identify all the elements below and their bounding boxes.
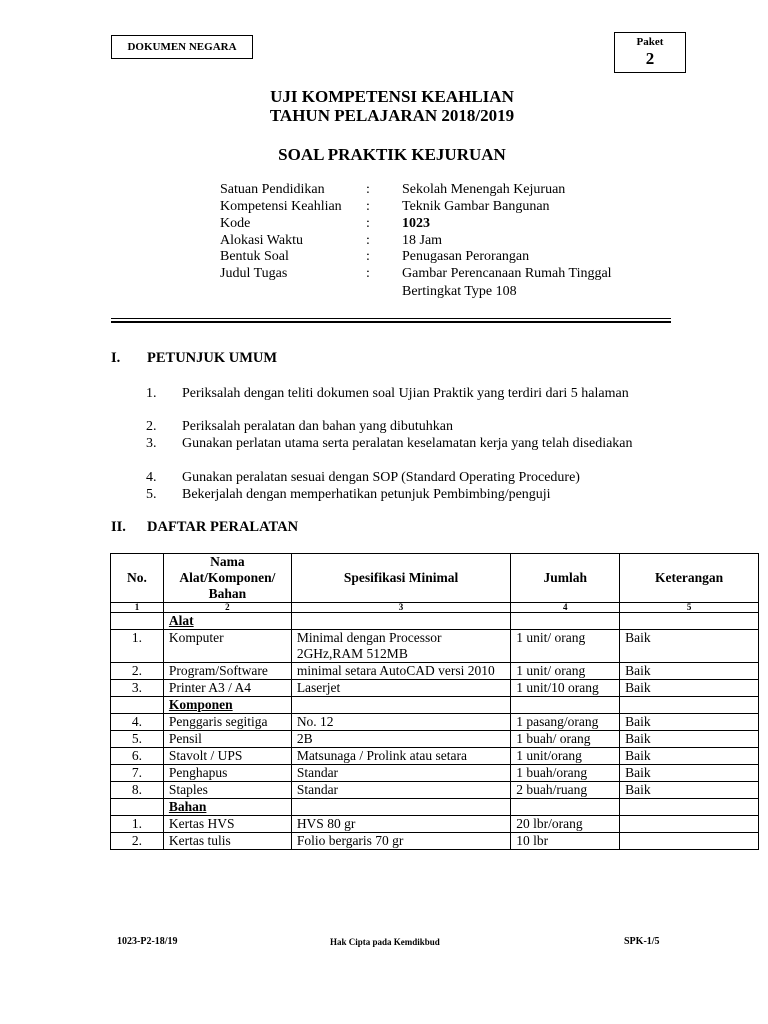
- table-header-row: [111, 554, 759, 603]
- cell-spec: Laserjet: [291, 680, 510, 697]
- section-1-number: I.: [111, 350, 121, 366]
- paket-box: [614, 32, 686, 73]
- column-index-row: [111, 603, 759, 613]
- column-index: 3: [291, 603, 510, 613]
- group-row-komponen: [111, 697, 759, 714]
- instruction-number: 2.: [146, 419, 157, 434]
- table-row: [111, 731, 759, 748]
- table-row: [111, 833, 759, 850]
- cell-name: Pensil: [163, 731, 291, 748]
- meta-value: Teknik Gambar Bangunan: [402, 199, 550, 214]
- equipment-table: [110, 553, 759, 850]
- group-row-alat: [111, 613, 759, 630]
- instruction-text: Gunakan peralatan sesuai dengan SOP (Standard Operating Procedure): [182, 470, 580, 485]
- table-cell: [511, 697, 620, 714]
- cell-name: Program/Software: [163, 663, 291, 680]
- title-line-2: TAHUN PELAJARAN 2018/2019: [269, 106, 515, 125]
- cell-spec: HVS 80 gr: [291, 816, 510, 833]
- cell-note: [620, 816, 759, 833]
- paket-label: Paket: [636, 36, 664, 48]
- cell-note: Baik: [620, 782, 759, 799]
- meta-value: Penugasan Perorangan: [402, 249, 530, 264]
- instruction-text: Bekerjalah dengan memperhatikan petunjuk Pembimbing/penguji: [182, 487, 551, 502]
- group-label: Bahan: [163, 799, 291, 816]
- cell-spec: Minimal dengan Processor 2GHz,RAM 512MB: [291, 630, 510, 663]
- cell-name: Staples: [163, 782, 291, 799]
- table-cell: [111, 697, 164, 714]
- instruction-text: Periksalah dengan teliti dokumen soal Ujian Praktik yang terdiri dari 5 halaman: [182, 386, 629, 401]
- cell-name: Kertas HVS: [163, 816, 291, 833]
- table-cell: [291, 697, 510, 714]
- cell-spec: 2B: [291, 731, 510, 748]
- instruction-text: Gunakan perlatan utama serta peralatan keselamatan kerja yang telah disediakan: [182, 436, 633, 451]
- table-cell: [511, 613, 620, 630]
- cell-name: Penghapus: [163, 765, 291, 782]
- table-cell: [620, 613, 759, 630]
- title-line-3: SOAL PRAKTIK KEJURUAN: [278, 145, 506, 164]
- section-2-title: DAFTAR PERALATAN: [147, 519, 299, 535]
- instruction-number: 4.: [146, 470, 157, 485]
- footer-page-number: SPK-1/5: [624, 936, 660, 947]
- cell-no: 8.: [111, 782, 164, 799]
- cell-name: Stavolt / UPS: [163, 748, 291, 765]
- cell-no: 6.: [111, 748, 164, 765]
- cell-spec: Standar: [291, 782, 510, 799]
- table-row: [111, 663, 759, 680]
- table-row: [111, 748, 759, 765]
- cell-no: 5.: [111, 731, 164, 748]
- cell-qty: 1 unit/ orang: [511, 630, 620, 663]
- instruction-text: Periksalah peralatan dan bahan yang dibutuhkan: [182, 419, 453, 434]
- column-header-name: Nama Alat/Komponen/ Bahan: [163, 554, 291, 603]
- table-row: [111, 630, 759, 663]
- cell-no: 3.: [111, 680, 164, 697]
- column-header-spec: Spesifikasi Minimal: [291, 554, 510, 603]
- paket-number: 2: [645, 49, 655, 68]
- table-cell: [511, 799, 620, 816]
- cell-spec: Folio bergaris 70 gr: [291, 833, 510, 850]
- cell-note: Baik: [620, 748, 759, 765]
- column-index: 5: [620, 603, 759, 613]
- cell-name: Kertas tulis: [163, 833, 291, 850]
- instruction-number: 1.: [146, 386, 157, 401]
- cell-qty: 1 pasang/orang: [511, 714, 620, 731]
- cell-spec: minimal setara AutoCAD versi 2010: [291, 663, 510, 680]
- cell-qty: 1 buah/ orang: [511, 731, 620, 748]
- meta-label: Kode: [220, 216, 251, 231]
- footer-copyright: Hak Cipta pada Kemdikbud: [330, 937, 440, 947]
- group-row-bahan: [111, 799, 759, 816]
- meta-colon: :: [366, 216, 370, 231]
- section-1-title: PETUNJUK UMUM: [147, 350, 278, 366]
- cell-note: Baik: [620, 731, 759, 748]
- instruction-number: 5.: [146, 487, 157, 502]
- table-cell: [111, 799, 164, 816]
- title-line-1: UJI KOMPETENSI KEAHLIAN: [270, 87, 514, 106]
- cell-qty: 1 unit/orang: [511, 748, 620, 765]
- cell-note: Baik: [620, 680, 759, 697]
- cell-spec: No. 12: [291, 714, 510, 731]
- cell-spec: Matsunaga / Prolink atau setara: [291, 748, 510, 765]
- column-index: 1: [111, 603, 164, 613]
- table-row: [111, 680, 759, 697]
- cell-qty: 1 buah/orang: [511, 765, 620, 782]
- table-row: [111, 714, 759, 731]
- group-label: Komponen: [163, 697, 291, 714]
- meta-value: Sekolah Menengah Kejuruan: [402, 182, 566, 197]
- meta-label: Judul Tugas: [220, 266, 288, 281]
- meta-value: Gambar Perencanaan Rumah Tinggal: [402, 266, 612, 281]
- section-2-number: II.: [111, 519, 126, 535]
- cell-note: [620, 833, 759, 850]
- table-cell: [620, 799, 759, 816]
- meta-label: Bentuk Soal: [220, 249, 289, 264]
- cell-qty: 2 buah/ruang: [511, 782, 620, 799]
- column-header-no: No.: [111, 554, 164, 603]
- cell-no: 1.: [111, 816, 164, 833]
- cell-spec: Standar: [291, 765, 510, 782]
- cell-note: Baik: [620, 630, 759, 663]
- instruction-number: 3.: [146, 436, 157, 451]
- footer-code: 1023-P2-18/19: [117, 936, 178, 947]
- meta-colon: :: [366, 249, 370, 264]
- table-cell: [620, 697, 759, 714]
- column-index: 2: [163, 603, 291, 613]
- group-label: Alat: [163, 613, 291, 630]
- cell-qty: 10 lbr: [511, 833, 620, 850]
- meta-colon: :: [366, 199, 370, 214]
- column-index: 4: [511, 603, 620, 613]
- cell-note: Baik: [620, 663, 759, 680]
- meta-label: Kompetensi Keahlian: [220, 199, 342, 214]
- cell-no: 2.: [111, 663, 164, 680]
- cell-name: Printer A3 / A4: [163, 680, 291, 697]
- cell-note: Baik: [620, 714, 759, 731]
- table-row: [111, 816, 759, 833]
- table-cell: [291, 613, 510, 630]
- table-cell: [111, 613, 164, 630]
- meta-colon: :: [366, 182, 370, 197]
- table-cell: [291, 799, 510, 816]
- meta-colon: :: [366, 233, 370, 248]
- meta-value: 18 Jam: [402, 233, 443, 248]
- cell-name: Komputer: [163, 630, 291, 663]
- meta-value: 1023: [402, 216, 430, 231]
- cell-qty: 20 lbr/orang: [511, 816, 620, 833]
- column-header-qty: Jumlah: [511, 554, 620, 603]
- meta-label: Satuan Pendidikan: [220, 182, 325, 197]
- divider-line: [111, 321, 671, 323]
- cell-no: 7.: [111, 765, 164, 782]
- cell-qty: 1 unit/10 orang: [511, 680, 620, 697]
- table-row: [111, 765, 759, 782]
- cell-qty: 1 unit/ orang: [511, 663, 620, 680]
- column-header-note: Keterangan: [620, 554, 759, 603]
- document-classification-label: DOKUMEN NEGARA: [111, 35, 253, 59]
- table-row: [111, 782, 759, 799]
- divider-line: [111, 318, 671, 319]
- meta-value-continued: Bertingkat Type 108: [402, 284, 517, 299]
- cell-note: Baik: [620, 765, 759, 782]
- cell-no: 2.: [111, 833, 164, 850]
- cell-no: 4.: [111, 714, 164, 731]
- meta-label: Alokasi Waktu: [220, 233, 303, 248]
- cell-name: Penggaris segitiga: [163, 714, 291, 731]
- cell-no: 1.: [111, 630, 164, 663]
- meta-colon: :: [366, 266, 370, 281]
